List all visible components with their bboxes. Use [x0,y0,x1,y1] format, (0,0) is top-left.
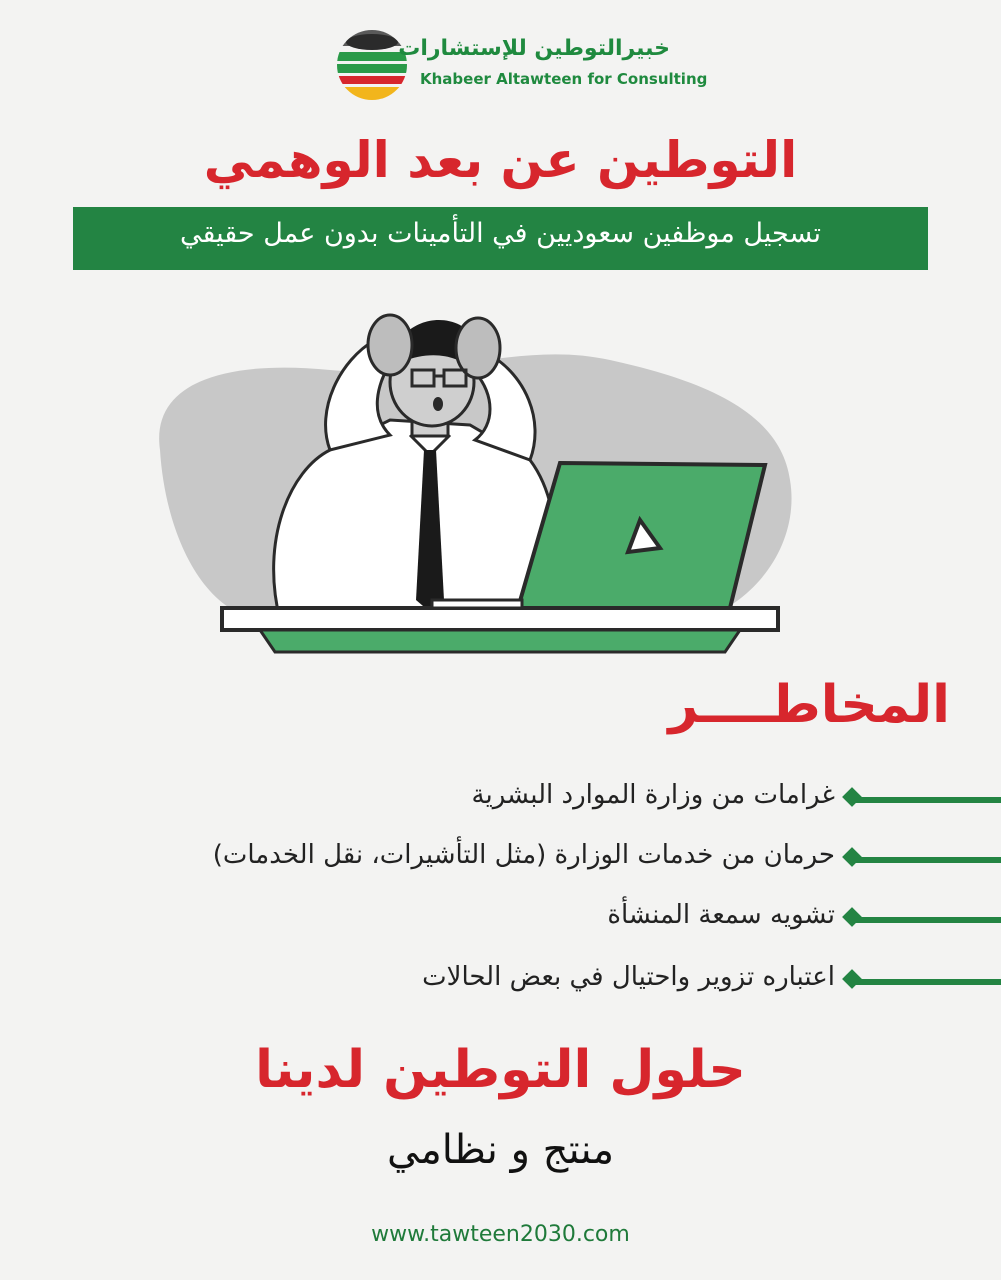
stressed-man-at-laptop-illustration [140,300,820,670]
website-link[interactable]: www.tawteen2030.com [371,1222,630,1247]
solutions-title: حلول التوطين لدينا [255,1040,746,1100]
page-title: التوطين عن بعد الوهمي [203,131,798,189]
risk-text: غرامات من وزارة الموارد البشرية [471,780,835,810]
risk-item [0,957,1001,997]
diamond-bullet-icon [842,969,862,989]
diamond-bullet-icon [842,787,862,807]
risk-text: حرمان من خدمات الوزارة (مثل التأشيرات، نقل الخدمات) [212,840,835,870]
subtitle-text: تسجيل موظفين سعوديين في التأمينات بدون عمل حقيقي [179,218,822,249]
brand-name-arabic: خبيرالتوطين للإستشارات [398,36,670,61]
subtitle-banner [73,207,928,270]
risk-item [0,775,1001,815]
risks-title: المخاطــــر [668,675,950,735]
risk-item [0,895,1001,935]
risk-bullet-line [855,917,1001,923]
risk-bullet-line [855,857,1001,863]
diamond-bullet-icon [842,847,862,867]
brand-name-english: Khabeer Altawteen for Consulting [420,70,708,88]
risk-bullet-line [855,979,1001,985]
risk-text: تشويه سمعة المنشأة [607,900,835,930]
risk-item [0,835,1001,875]
diamond-bullet-icon [842,907,862,927]
risk-text: اعتباره تزوير واحتيال في بعض الحالات [422,962,835,992]
solutions-subtitle: منتج و نظامي [386,1127,615,1173]
risk-bullet-line [855,797,1001,803]
